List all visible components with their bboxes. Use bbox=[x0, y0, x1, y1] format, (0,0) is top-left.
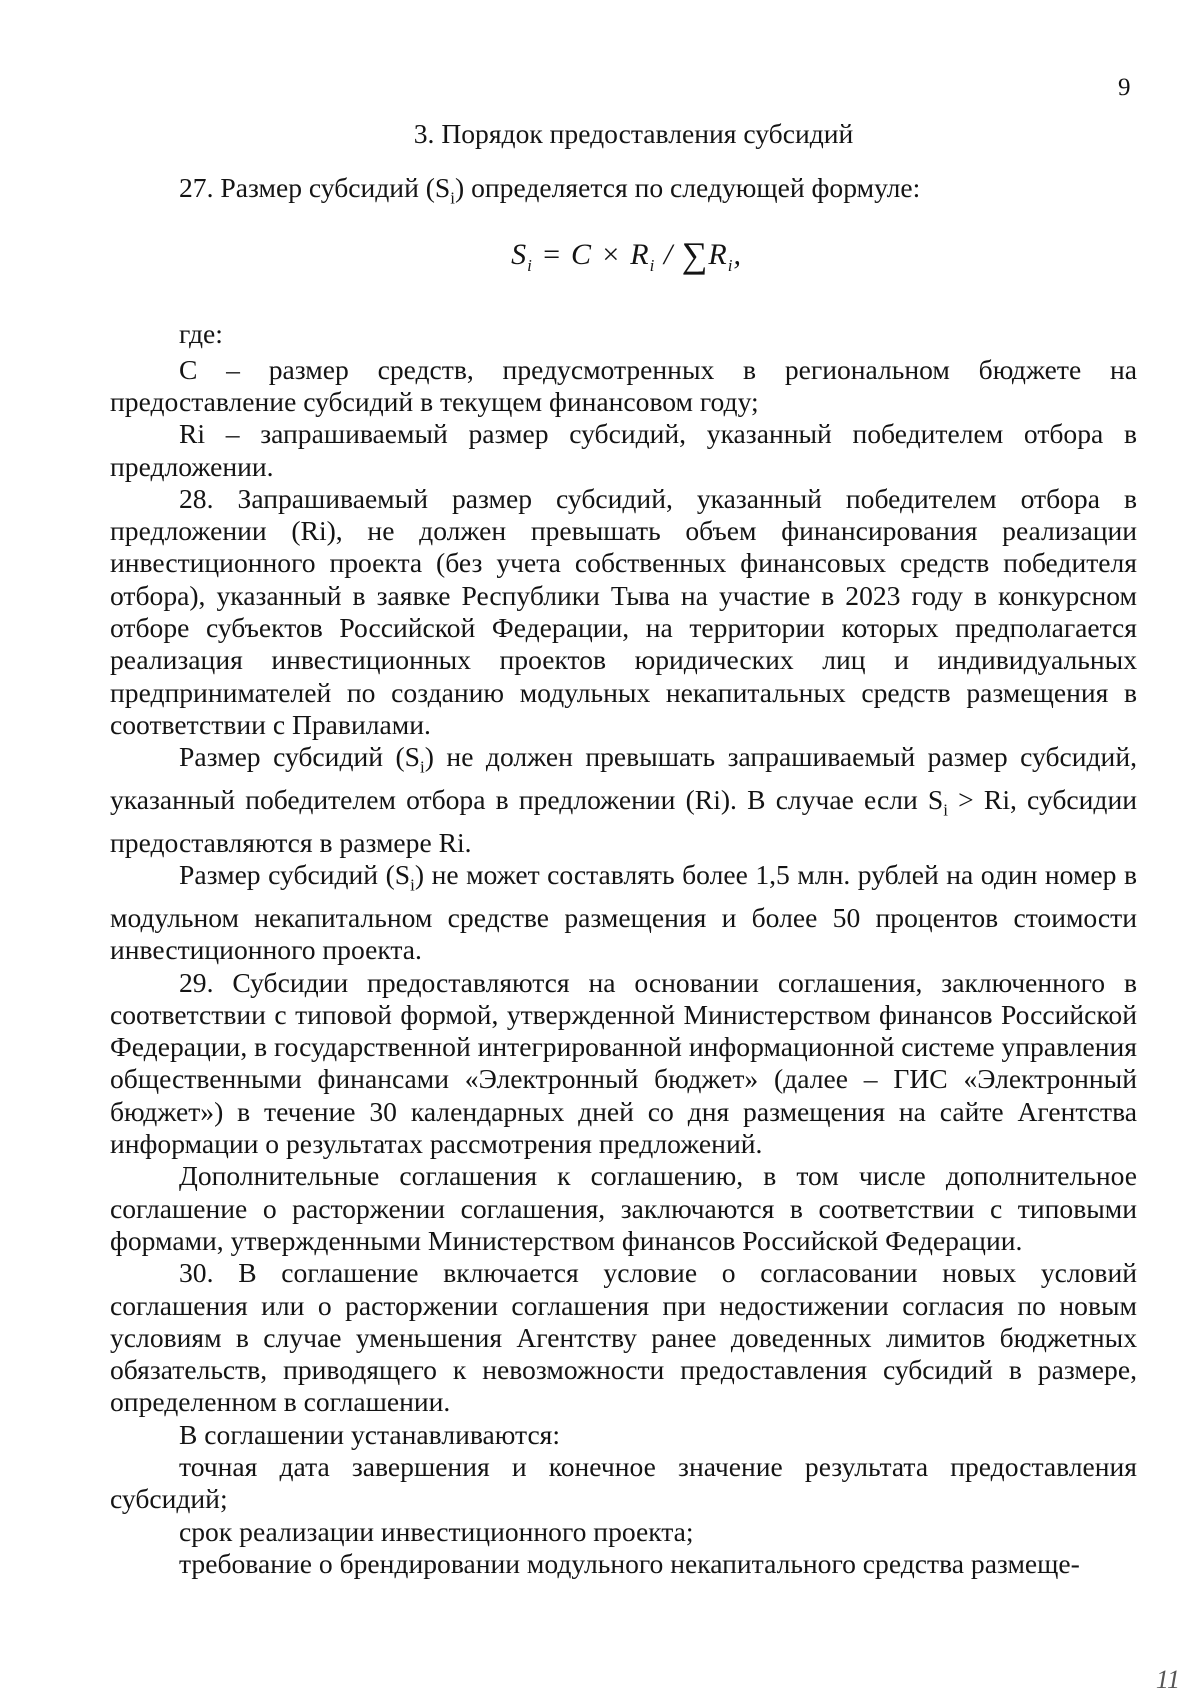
definition-ri: Ri – запрашиваемый размер субсидий, указанный победителем отбора в предложении. bbox=[110, 418, 1137, 482]
definition-c: С – размер средств, предусмотренных в региональном бюджете на предоставление субсидий в текущем финансовом году; bbox=[110, 353, 1137, 417]
formula-s: S bbox=[511, 238, 528, 272]
clause-30: 30. В соглашение включается условие о согласовании новых условий соглашения или о расторжении соглашения при недостижении согласия по новым условиям в случае уменьшения Агентству ранее доведенных лимитов бюджетных обязательств, приводящего к невозможности предоставления субсидий в размере, определенном в соглашении. bbox=[110, 1257, 1137, 1418]
list-item-completion-date: точная дата завершения и конечное значение результата предоставления субсидий; bbox=[110, 1451, 1137, 1515]
subscript-i: i bbox=[410, 875, 415, 895]
clause-29: 29. Субсидии предоставляются на основании соглашения, заключенного в соответствии с типовой формой, утвержденной Министерством финансов Российской Федерации, в государственной интегрированной информационной системе управления общественными финансами «Электронный бюджет» (далее – ГИС «Электронный бюджет») в течение 30 календарных дней со дня размещения на сайте Агентства информации о результатах рассмотрения предложений. bbox=[110, 966, 1137, 1160]
subscript-i: i bbox=[943, 800, 949, 820]
list-item-project-term: срок реализации инвестиционного проекта; bbox=[179, 1515, 694, 1547]
clause-27-intro bbox=[110, 172, 1137, 215]
section-title: 3. Порядок предоставления субсидий bbox=[413, 118, 854, 149]
list-item-branding: требование о брендировании модульного некапитального средства размеще- bbox=[179, 1547, 1080, 1579]
clause-28: 28. Запрашиваемый размер субсидий, указанный победителем отбора в предложении (Ri), не должен превышать объем финансирования реализации инвестиционного проекта (без учета собственных финансовых средств победителя отбора), указанный в заявке Республики Тыва на участие в 2023 году в конкурсном отборе субъектов Российской Федерации, на территории которых предполагается реализация инвестиционных проектов юридических лиц и индивидуальных предпринимателей по созданию модульных некапитальных средств размещения в соответствии с Правилами. bbox=[110, 482, 1137, 740]
where-label: где: bbox=[179, 318, 223, 350]
formula-end: , bbox=[733, 238, 742, 272]
subscript-i: i bbox=[420, 757, 425, 777]
document-body bbox=[110, 118, 1137, 1580]
formula-s-sub: i bbox=[527, 256, 533, 276]
clause-27-text-b: ) определяется по следующей формуле: bbox=[455, 172, 921, 204]
size-limit-a: Размер субсидий (S bbox=[179, 741, 421, 773]
subscript-i: i bbox=[450, 188, 456, 208]
page-number: 9 bbox=[1118, 74, 1131, 101]
size-limit-c: > Ri, субсидии предоставляются в размере Ri. bbox=[110, 784, 1137, 858]
max-amount-a: Размер субсидий (S bbox=[179, 859, 411, 891]
agreement-establishes: В соглашении устанавливаются: bbox=[179, 1418, 561, 1450]
max-amount-b: ) не может составлять более 1,5 млн. рублей на один номер в модульном некапитальном средстве размещения и более 50 процентов стоимости инвестиционного проекта. bbox=[110, 859, 1137, 966]
size-limit-b: ) не должен превышать запрашиваемый размер субсидий, указанный победителем отбора в предложении (Ri). В случае если S bbox=[110, 741, 1137, 816]
subsidy-formula bbox=[110, 235, 1137, 282]
handwritten-page-mark: 11 bbox=[1155, 1665, 1180, 1694]
clause-27-text-a: 27. Размер субсидий (S bbox=[179, 172, 451, 204]
formula-r2: R bbox=[708, 238, 728, 272]
formula-r2-sub: i bbox=[727, 256, 734, 276]
formula-r-sub: i bbox=[649, 256, 656, 276]
sigma-symbol: ∑ bbox=[681, 235, 709, 276]
additional-agreements: Дополнительные соглашения к соглашению, в том числе дополнительное соглашение о расторжении соглашения, заключаются в соответствии с типовыми формами, утвержденными Министерством финансов Российской Федерации. bbox=[110, 1160, 1137, 1256]
max-amount-paragraph bbox=[110, 859, 1137, 966]
formula-slash: / bbox=[655, 238, 682, 272]
formula-middle: = C × R bbox=[532, 238, 650, 272]
size-limit-paragraph bbox=[110, 741, 1137, 859]
